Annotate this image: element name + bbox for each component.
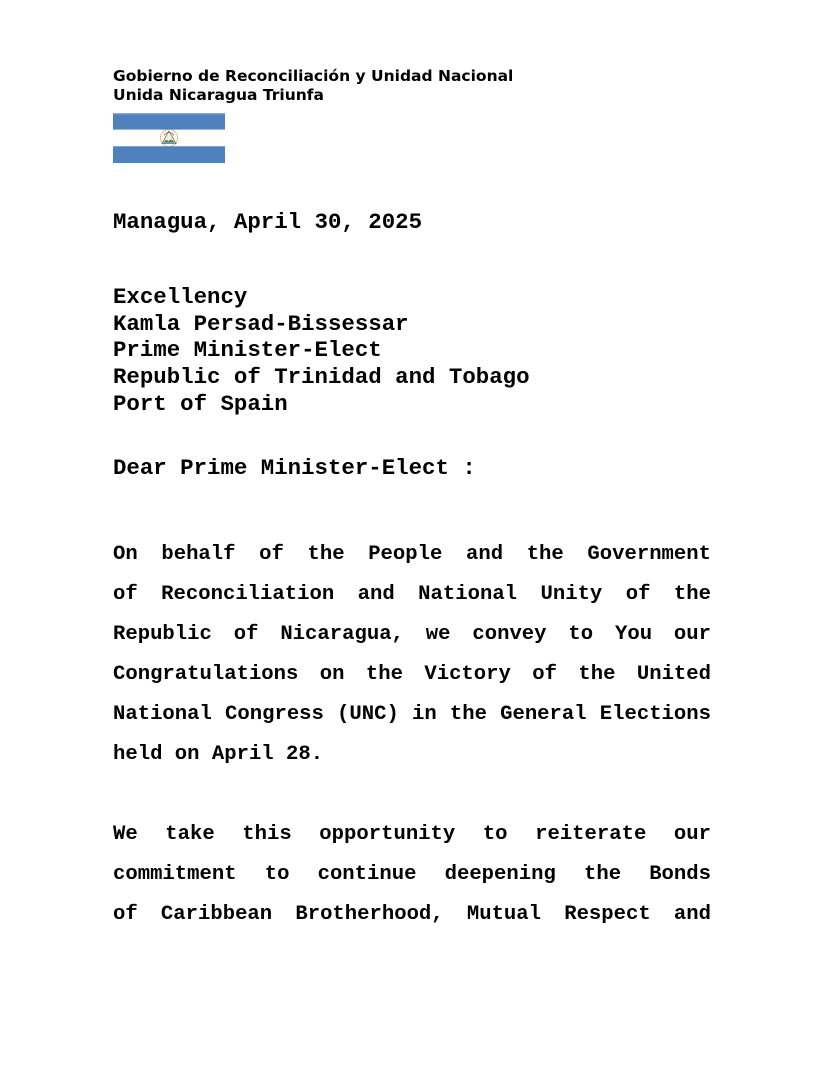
body-line: commitment to continue deepening the Bonds [113,863,711,886]
recipient-block [113,284,530,418]
letterhead-line-2: Unida Nicaragua Triunfa [113,86,325,104]
recipient-city: Port of Spain [113,390,288,417]
body-line: Congratulations on the Victory of the United [113,663,711,686]
recipient-role: Prime Minister-Elect [113,337,382,364]
body-paragraph-1 [113,535,711,775]
letterhead-line-1: Gobierno de Reconciliación y Unidad Nacional [113,67,514,85]
dateline: Managua, April 30, 2025 [113,209,423,235]
body-line: held on April 28. [113,743,324,766]
recipient-country: Republic of Trinidad and Tobago [113,364,530,391]
salutation: Dear Prime Minister-Elect : [113,455,476,481]
body-paragraph-2 [113,815,711,935]
body-line: of Caribbean Brotherhood, Mutual Respect and [113,903,711,926]
body-line: We take this opportunity to reiterate our [113,823,711,846]
body-line: of Reconciliation and National Unity of the [113,583,711,606]
body-line: On behalf of the People and the Government [113,543,711,566]
nicaragua-flag [113,113,225,163]
body-line: National Congress (UNC) in the General Elections [113,703,711,726]
recipient-title: Excellency [113,284,248,310]
letterhead [113,67,513,105]
body-line: Republic of Nicaragua, we convey to You our [113,623,711,646]
recipient-name: Kamla Persad-Bissessar [113,310,409,337]
